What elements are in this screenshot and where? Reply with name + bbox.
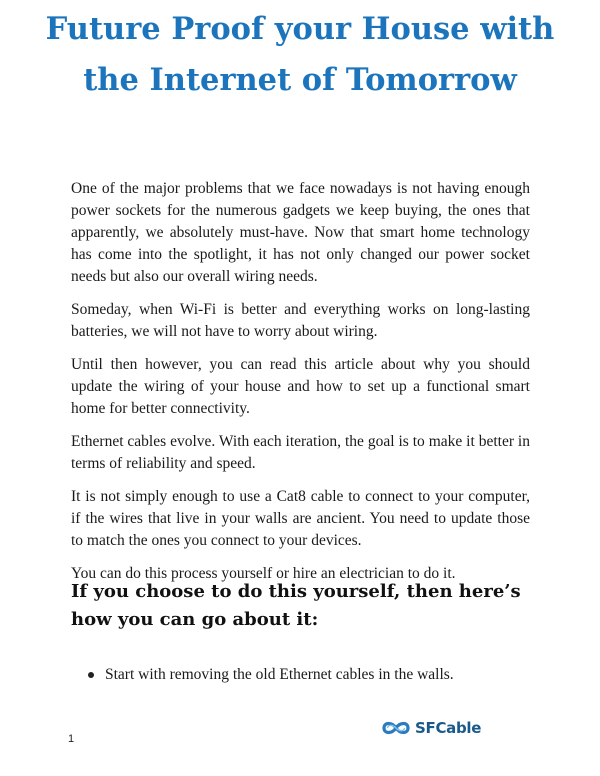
bullet-list — [71, 664, 531, 686]
infinity-cable-icon — [381, 718, 411, 738]
list-item-text: Start with removing the old Ethernet cables in the walls. — [105, 666, 454, 683]
page-title: Future Proof your House with the Internet of Tomorrow — [45, 11, 555, 98]
brand-name: SFCable — [415, 719, 482, 737]
paragraph: One of the major problems that we face nowadays is not having enough power sockets for the numerous gadgets we keep buying, the ones that apparently, we absolutely must-have. Now that smart home technology has come into the spotlight, it has not only changed our power socket needs but also our overall wiring needs. — [71, 180, 530, 285]
paragraph: Until then however, you can read this article about why you should update the wiring of your house and how to set up a functional smart home for better connectivity. — [71, 356, 530, 417]
bullet-icon — [88, 672, 94, 678]
paragraph: Ethernet cables evolve. With each iteration, the goal is to make it better in terms of reliability and speed. — [71, 433, 530, 472]
paragraph: Someday, when Wi-Fi is better and everything works on long-lasting batteries, we will not have to worry about wiring. — [71, 301, 530, 340]
paragraph: You can do this process yourself or hire an electrician to do it. — [71, 565, 456, 582]
list-item — [71, 664, 531, 686]
brand-logo — [381, 717, 481, 739]
article-body — [71, 178, 530, 596]
page-number: 1 — [68, 733, 75, 745]
section-heading: If you choose to do this yourself, then here’s how you can go about it: — [71, 581, 521, 630]
paragraph: It is not simply enough to use a Cat8 cable to connect to your computer, if the wires that live in your walls are ancient. You need to update those to match the ones you connect to your devices. — [71, 488, 530, 549]
